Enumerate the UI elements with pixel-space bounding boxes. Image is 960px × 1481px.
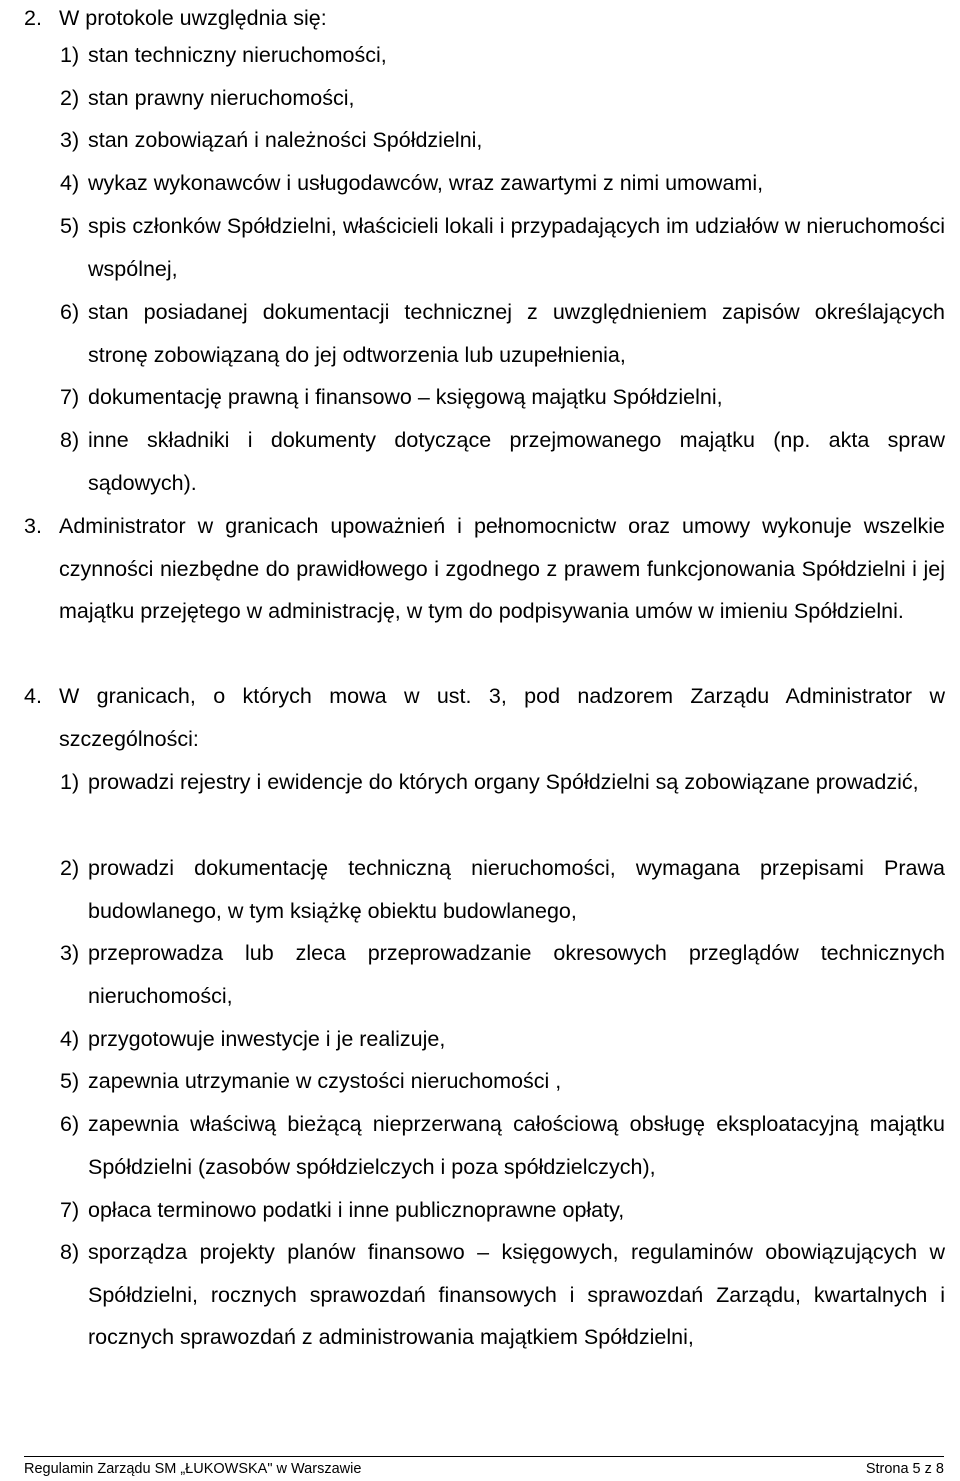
- list-item: [60, 932, 945, 1017]
- list-item-number: 6): [60, 1112, 80, 1136]
- list-item: [60, 847, 945, 932]
- section-number: 4.: [24, 684, 42, 708]
- list-item-text: dokumentację prawną i finansowo – księgową majątku Spółdzielni,: [88, 385, 723, 409]
- list-item: [60, 376, 945, 419]
- list-item: [60, 162, 945, 205]
- list-item: [60, 761, 945, 804]
- list-item: [60, 1189, 945, 1232]
- list-item: [60, 119, 945, 162]
- list-item: [60, 77, 945, 120]
- list-item-text: stan zobowiązań i należności Spółdzielni,: [88, 128, 483, 152]
- list-item: [60, 291, 945, 376]
- list-item-number: 2): [60, 86, 80, 110]
- list-item-text: sporządza projekty planów finansowo – księgowych, regulaminów obowiązujących w Spółdzielni, rocznych sprawozdań finansowych i sprawozdań Zarządu, kwartalnych i rocznych sprawozdań z administrowania majątkiem Spółdzielni,: [88, 1240, 945, 1350]
- list-item-text: stan prawny nieruchomości,: [88, 86, 355, 110]
- list-item-text: spis członków Spółdzielni, właścicieli lokali i przypadających im udziałów w nieruchomości wspólnej,: [88, 214, 945, 281]
- footer-page-number: Strona 5 z 8: [865, 1461, 944, 1477]
- list-item-number: 4): [60, 171, 80, 195]
- footer-document-title: Regulamin Zarządu SM „ŁUKOWSKA" w Warszawie: [24, 1461, 362, 1477]
- list-item: [60, 419, 945, 504]
- section-number: 2.: [24, 6, 42, 30]
- list-item-number: 8): [60, 428, 80, 452]
- section-number: 3.: [24, 514, 42, 538]
- list-item: [60, 205, 945, 290]
- list-item-text: opłaca terminowo podatki i inne publicznoprawne opłaty,: [88, 1198, 625, 1222]
- list-item-number: 2): [60, 856, 80, 880]
- list-item-number: 7): [60, 1198, 80, 1222]
- list-item: [60, 1103, 945, 1188]
- list-item: [60, 1060, 945, 1103]
- list-item-number: 3): [60, 941, 80, 965]
- section-4-heading: [24, 675, 945, 760]
- list-item-text: stan posiadanej dokumentacji technicznej z uwzględnieniem zapisów określających stronę zobowiązaną do jej odtworzenia lub uzupełnienia,: [88, 300, 945, 367]
- section-text: Administrator w granicach upoważnień i pełnomocnictw oraz umowy wykonuje wszelkie czynności niezbędne do prawidłowego i zgodnego z prawem funkcjonowania Spółdzielni i jej majątku przejętego w administrację, w tym do podpisywania umów w imieniu Spółdzielni.: [59, 514, 945, 624]
- list-item: [60, 1018, 945, 1061]
- list-item-text: przygotowuje inwestycje i je realizuje,: [88, 1027, 446, 1051]
- list-item-number: 8): [60, 1240, 80, 1264]
- list-item-number: 4): [60, 1027, 80, 1051]
- list-item-text: inne składniki i dokumenty dotyczące przejmowanego majątku (np. akta spraw sądowych).: [88, 428, 945, 495]
- section-text: W protokole uwzględnia się:: [59, 6, 327, 30]
- page-footer: [24, 1456, 944, 1481]
- list-item-text: zapewnia utrzymanie w czystości nieruchomości ,: [88, 1069, 562, 1093]
- list-item: [60, 34, 945, 77]
- list-item-number: 1): [60, 770, 80, 794]
- list-item-text: przeprowadza lub zleca przeprowadzanie okresowych przeglądów technicznych nieruchomości,: [88, 941, 945, 1008]
- list-item-number: 7): [60, 385, 80, 409]
- list-item-text: wykaz wykonawców i usługodawców, wraz zawartymi z nimi umowami,: [88, 171, 764, 195]
- list-item-text: zapewnia właściwą bieżącą nieprzerwaną całościową obsługę eksploatacyjną majątku Spółdzielni (zasobów spółdzielczych i poza spółdzielczych),: [88, 1112, 945, 1179]
- list-item-number: 1): [60, 43, 80, 67]
- list-item-text: prowadzi rejestry i ewidencje do których organy Spółdzielni są zobowiązane prowadzić,: [88, 770, 919, 794]
- list-item-number: 5): [60, 1069, 80, 1093]
- list-item-text: prowadzi dokumentację techniczną nieruchomości, wymagana przepisami Prawa budowlanego, w tym książkę obiektu budowlanego,: [88, 856, 945, 923]
- section-text: W granicach, o których mowa w ust. 3, pod nadzorem Zarządu Administrator w szczególności:: [59, 684, 945, 751]
- list-item: [60, 1231, 945, 1359]
- list-item-text: stan techniczny nieruchomości,: [88, 43, 387, 67]
- section-3-paragraph: [24, 505, 945, 633]
- list-item-number: 3): [60, 128, 80, 152]
- list-item-number: 6): [60, 300, 80, 324]
- list-item-number: 5): [60, 214, 80, 238]
